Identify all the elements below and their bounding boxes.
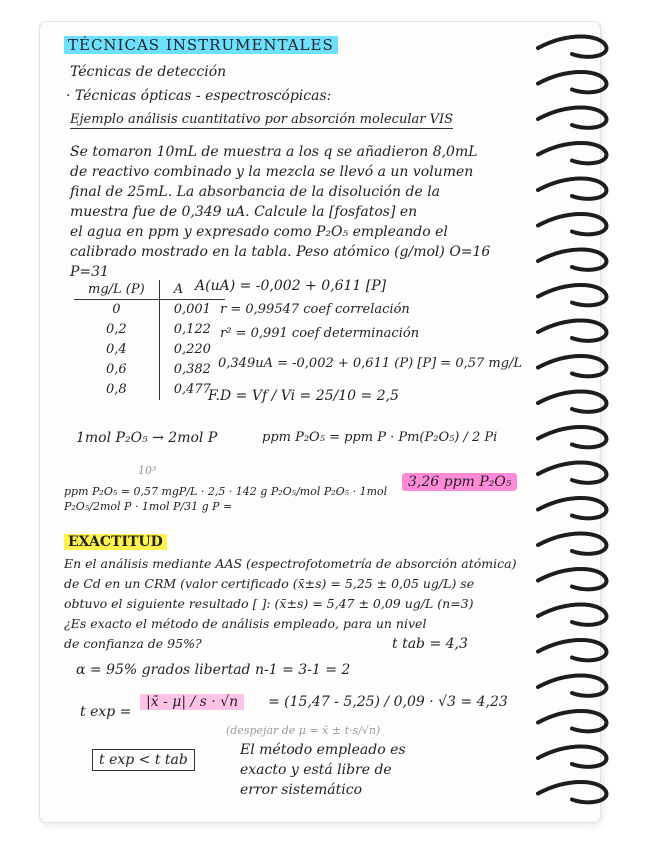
problem-line: calibrado mostrado en la tabla. Peso atómico (g/mol) O=16	[70, 244, 491, 260]
cell: 0,4	[106, 342, 127, 357]
spiral-ring	[538, 747, 606, 767]
solve-concentration: 0,349uA = -0,002 + 0,611 (P) [P] = 0,57 mg/L	[218, 356, 523, 371]
spiral-ring	[538, 498, 606, 518]
spiral-ring	[538, 250, 606, 270]
spiral-ring	[538, 427, 606, 447]
calibration-table	[74, 280, 225, 400]
spiral-ring	[538, 321, 606, 341]
table-row	[74, 360, 225, 380]
spiral-ring	[538, 214, 606, 234]
problem-line: muestra fue de 0,349 uA. Calcule la [fosfatos] en	[70, 204, 418, 220]
exactitud-line: En el análisis mediante AAS (espectrofotometría de absorción atómica)	[64, 556, 517, 571]
column-header: mg/L (P)	[74, 280, 159, 300]
final-calculation: ppm P₂O₅ = 0,57 mgP/L · 2,5 · 142 g P₂O₅/mol P₂O₅ · 1mol P₂O₅/2mol P · 1mol P/31 g P =	[64, 485, 388, 513]
determination-coefficient: r² = 0,991 coef determinación	[220, 326, 420, 341]
t-comparison: t exp < t tab	[92, 752, 195, 768]
spiral-ring	[538, 640, 606, 660]
page-title: TÉCNICAS INSTRUMENTALES	[64, 36, 338, 54]
cell: 0,001	[159, 300, 225, 321]
cell: 0,220	[159, 340, 225, 360]
calibration-fit: A(uA) = -0,002 + 0,611 [P]	[195, 278, 387, 294]
spiral-ring	[538, 356, 606, 376]
table-row	[74, 340, 225, 360]
cell: 0,8	[106, 382, 127, 397]
conclusion-line: error sistemático	[240, 782, 362, 798]
problem-line: de reactivo combinado y la mezcla se llevó a un volumen	[70, 164, 474, 180]
degrees-of-freedom: α = 95% grados libertad n-1 = 3-1 = 2	[76, 662, 351, 678]
subtitle-optical: · Técnicas ópticas - espectroscópicas:	[66, 88, 332, 104]
spiral-ring	[538, 676, 606, 696]
notebook-page	[40, 22, 600, 822]
cell: 0,6	[106, 362, 127, 377]
subtitle-detection: Técnicas de detección	[70, 64, 227, 80]
final-result: 3,26 ppm P₂O₅	[402, 474, 517, 490]
problem-line: final de 25mL. La absorbancia de la disolución de la	[70, 184, 441, 200]
spiral-ring	[538, 179, 606, 199]
mole-relation: 1mol P₂O₅ → 2mol P	[76, 430, 218, 446]
cell: 0	[112, 302, 121, 317]
spiral-ring	[538, 534, 606, 554]
ppm-formula: ppm P₂O₅ = ppm P · Pm(P₂O₅) / 2 Pi	[262, 430, 498, 445]
conclusion-line: exacto y está libre de	[240, 762, 392, 778]
spiral-ring	[538, 143, 606, 163]
spiral-ring	[538, 463, 606, 483]
spiral-ring	[538, 37, 606, 57]
dilution-factor: F.D = Vf / Vi = 25/10 = 2,5	[208, 388, 399, 404]
spiral-ring	[538, 605, 606, 625]
table-row	[74, 300, 225, 321]
spiral-ring	[538, 711, 606, 731]
despejar-note: (despejar de μ = x̄ ± t·s/√n)	[226, 724, 381, 737]
spiral-ring	[538, 108, 606, 128]
spiral-ring	[538, 392, 606, 412]
conclusion-line: El método empleado es	[240, 742, 406, 758]
problem-line: P=31	[70, 264, 109, 280]
exactitud-line: de confianza de 95%?	[64, 636, 202, 651]
cell: 0,2	[106, 322, 127, 337]
cell: 0,122	[159, 320, 225, 340]
table-row	[74, 380, 225, 400]
exactitud-line: ¿Es exacto el método de análisis empleado, para un nivel	[64, 616, 427, 631]
spiral-ring	[538, 72, 606, 92]
cell: 0,477	[159, 380, 225, 400]
column-header: A	[159, 280, 225, 300]
table-row	[74, 320, 225, 340]
exactitud-line: obtuvo el siguiente resultado [ ]: (x̄±s) = 5,47 ± 0,09 ug/L (n=3)	[64, 596, 474, 611]
spiral-ring	[538, 569, 606, 589]
correlation-coefficient: r = 0,99547 coef correlación	[220, 302, 410, 317]
problem-line: el agua en ppm y expresado como P₂O₅ empleando el	[70, 224, 448, 240]
cell: 0,382	[159, 360, 225, 380]
spiral-ring	[538, 782, 606, 802]
t-tab-value: t tab = 4,3	[392, 636, 468, 652]
problem-line: Se tomaron 10mL de muestra a los q se añadieron 8,0mL	[70, 144, 478, 160]
exactitud-line: de Cd en un CRM (valor certificado (x̄±s) = 5,25 ± 0,05 ug/L) se	[64, 576, 475, 591]
notebook-spiral-binding	[528, 30, 628, 820]
exponent-note: 10³	[138, 464, 157, 477]
t-exp-values: = (15,47 - 5,25) / 0,09 · √3 = 4,23	[268, 694, 508, 710]
example-heading: Ejemplo análisis cuantitativo por absorción molecular VIS	[70, 112, 454, 127]
t-exp-label: t exp =	[80, 704, 132, 720]
t-exp-formula: |x̄ - μ| / s · √n	[140, 694, 244, 710]
exactitud-heading: EXACTITUD	[64, 534, 167, 550]
spiral-ring	[538, 285, 606, 305]
